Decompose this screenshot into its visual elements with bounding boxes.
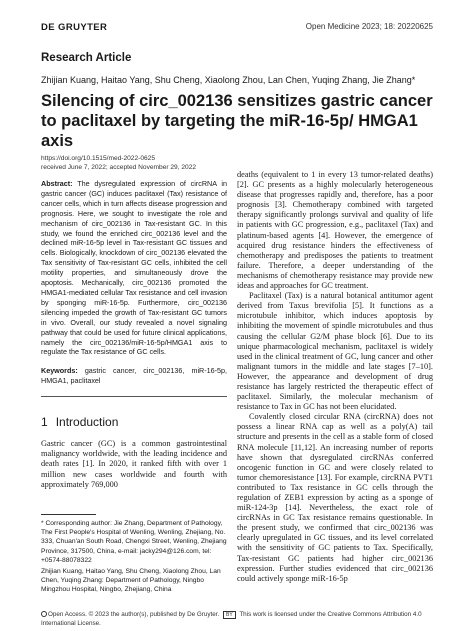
corresponding-author-note: * Corresponding author: Jie Zhang, Department of Pathology, The First People's Hospital of Wenling, Wenling, Zhejiang, No. 333, Chuan'an South Road, Chengxi Street, Wenling, Zhejiang Province, 317500, China, e-mail: jacky294@126.com, tel: +0574-88078322: [41, 520, 227, 564]
right-column: [237, 170, 433, 584]
article-meta: [41, 154, 196, 172]
section-title: Introduction: [55, 415, 119, 430]
abstract-text: The dysregulated expression of circRNA in gastric cancer (GC) induces paclitaxel (Tax) resistance of cancer cells, which in turn affects disease progression and prognosis. Here, we sought to investigate the role and mechanism of circ_002136 in Tax-resistant GC. In this study, we found the enriched circ_002136 level and the declined miR-16-5p level in Tax-resistant GC tissues and cells. Biologically, knockdown of circ_002136 elevated the Tax sensitivity of Tax-resistant GC cells, inhibited the cell motility properties, and simultaneously drove the apoptosis. Mechanically, circ_002136 promoted the HMGA1-mediated cellular Tax resistance and cell invasion by sponging miR-16-5p. Furthermore, circ_002136 silencing impeded the growth of Tax-resistant GC tumors in vivo. Overall, our study revealed a novel signaling pathway that could be used for future clinical applications, namely the circ_002136/miR-16-5p/HMGA1 axis to regulate the Tax resistance of GC cells.: [41, 179, 227, 357]
abstract: [41, 179, 227, 357]
left-column: [41, 179, 227, 490]
abstract-divider: [41, 396, 227, 397]
license-text: This work is licensed under the Creative Commons Attribution 4.0 International License.: [41, 611, 422, 627]
received-accepted-dates: received June 7, 2022; accepted November 29, 2022: [41, 164, 197, 171]
affiliation-note: Zhijian Kuang, Haitao Yang, Shu Cheng, Xiaolong Zhou, Lan Chen, Yuqing Zhang: Department of Pathology, Ningbo Mingzhou Hospital, Ningbo, Zhejiang, China: [41, 568, 221, 594]
running-header: [41, 22, 433, 36]
keywords: [41, 366, 227, 386]
footnote-divider: [41, 514, 96, 515]
body-paragraph-1: deaths (equivalent to 1 in every 13 tumor-related deaths) [2]. GC presents as a highly molecularly heterogeneous disease that progresses rapidly and, therefore, has a poor prognosis [3]. Chemotherapy combined with targeted therapy significantly prolongs survival and quality of life in patients with GC progression, e.g., paclitaxel (Tax) and platinum-based agents [4]. However, the emergence of acquired drug resistance hinders the effectiveness of chemotherapy and predisposes the patients to treatment failure. Therefore, a deeper understanding of the mechanisms of chemotherapy resistance may provide new ideas and approaches for GC treatment.: [237, 170, 433, 291]
section-heading-introduction: [41, 415, 227, 430]
license-footer: [41, 611, 433, 628]
keywords-text: gastric cancer, circ_002136, miR-16-5p, HMGA1, paclitaxel: [41, 366, 228, 386]
abstract-label: Abstract:: [41, 179, 73, 188]
body-paragraph-2: Paclitaxel (Tax) is a natural botanical antitumor agent derived from Taxus brevifolia [5]. It functions as a microtubule inhibitor, which induces apoptosis by inhibiting the movement of spindle microtubules and thus causing the cellular G2/M phase block [6]. Due to its unique pharmacological mechanism, paclitaxel is widely used in the clinical treatment of GC, lung cancer and other malignant tumors in the middle and late stages [7–10]. However, the appearance and development of drug resistance has largely restricted the therapeutic effect of paclitaxel. Similarly, the molecular mechanism of resistance to Tax in GC has not been elucidated.: [237, 291, 433, 412]
copyright-text: © 2023 the author(s), published by De Gruyter.: [88, 611, 220, 618]
article-title: Silencing of circ_002136 sensitizes gastric cancer to paclitaxel by targeting the miR-16-5p/ HMGA1 axis: [41, 92, 433, 150]
open-access-label: Open Access.: [48, 611, 87, 618]
intro-paragraph-1: Gastric cancer (GC) is a common gastrointestinal malignancy worldwide, with the leading incidence and death rates [1]. In 2020, it ranked fifth with over 1 million new cases worldwide and fourth with approximately 769,000: [41, 439, 227, 489]
body-paragraph-3: Covalently closed circular RNA (circRNA) does not possess a linear RNA cap as well as a poly(A) tail structure and presents in the cell as a stable form of closed RNA molecule [11,12]. An increasing number of reports have shown that dysregulated circRNAs conferred oncogenic function in GC and were closely related to tumor chemoresistance [13]. For example, circRNA PVT1 contributed to Tax resistance in GC cells through the regulation of ZEB1 expression by acting as a sponge of miR-124-3p [14]. Nevertheless, the exact role of circRNAs in GC Tax resistance remains questionable. In the present study, we confirmed that circ_002136 was clearly upregulated in GC tissues, and its level correlated with the sensitivity of GC patients to Tax. Specifically, Tax-resistant GC patients had higher circ_002136 expression. Further studies evidenced that circ_002136 could actively sponge miR-16-5p: [237, 412, 433, 583]
footnote: [41, 519, 229, 597]
author-list: Zhijian Kuang, Haitao Yang, Shu Cheng, Xiaolong Zhou, Lan Chen, Yuqing Zhang, Jie Zhang*: [41, 75, 416, 85]
cc-by-license-icon: BY: [223, 611, 236, 619]
article-type: Research Article: [41, 52, 132, 64]
open-access-icon: [41, 611, 47, 617]
publisher-name: DE GRUYTER: [41, 22, 108, 33]
journal-reference: Open Medicine 2023; 18: 20220625: [305, 22, 433, 31]
section-number: 1: [41, 415, 48, 430]
doi-link[interactable]: https://doi.org/10.1515/med-2022-0625: [41, 155, 156, 162]
keywords-label: Keywords:: [41, 366, 78, 376]
